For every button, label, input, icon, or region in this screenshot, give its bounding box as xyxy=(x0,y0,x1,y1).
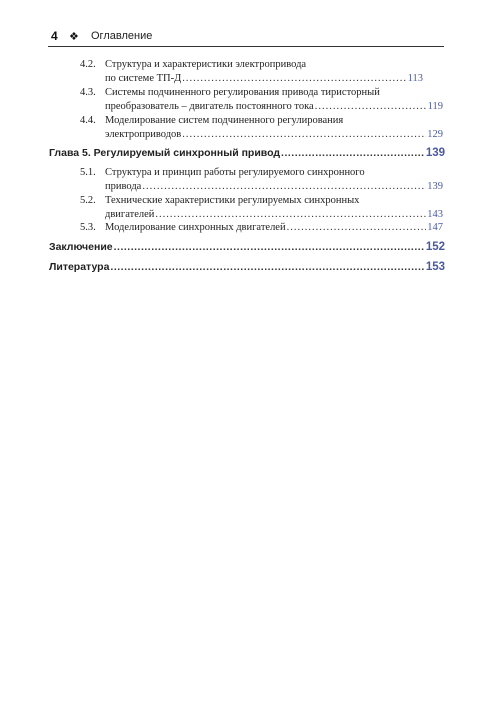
header-title: Оглавление xyxy=(91,30,153,42)
entry-title: Технические характеристики регулируемых синхронных xyxy=(105,195,360,206)
dot-leader xyxy=(281,147,425,159)
entry-title: Структура и принцип работы регулируемого синхронного xyxy=(105,167,365,178)
dot-leader xyxy=(155,208,426,222)
dot-leader xyxy=(182,72,406,86)
entry-title: Моделирование систем подчиненного регулирования xyxy=(105,115,344,126)
entry-title-cont: привода xyxy=(105,180,142,192)
entry-page: 119 xyxy=(427,100,443,112)
entry-title: Системы подчиненного регулирования привода тиристорный xyxy=(105,87,380,98)
toc-conclusion[interactable] xyxy=(49,241,445,253)
toc-entry-4-4[interactable] xyxy=(80,114,443,141)
dot-leader xyxy=(315,100,427,114)
entry-title: Структура и характеристики электропривода xyxy=(105,59,307,70)
chapter-page: 152 xyxy=(425,241,445,253)
page-number: 4 xyxy=(51,29,58,43)
dot-leader xyxy=(110,261,424,273)
entry-title-cont: по системе ТП-Д xyxy=(105,72,182,84)
entry-number: 5.3. xyxy=(80,222,96,233)
entry-number: 4.3. xyxy=(80,87,96,98)
entry-title: Моделирование синхронных двигателей xyxy=(105,222,286,233)
dot-leader xyxy=(182,128,426,142)
chapter-title: Глава 5. Регулируемый синхронный привод xyxy=(49,147,281,159)
dot-leader xyxy=(142,180,426,194)
dot-leader xyxy=(114,241,425,253)
dot-leader xyxy=(287,221,427,235)
toc-entry-5-1[interactable] xyxy=(80,166,443,193)
toc-chapter-5[interactable] xyxy=(49,147,445,159)
entry-page: 147 xyxy=(427,222,443,233)
entry-page: 139 xyxy=(427,180,443,192)
entry-number: 4.4. xyxy=(80,115,96,126)
chapter-page: 153 xyxy=(425,261,445,273)
entry-title-cont: двигателей xyxy=(105,208,155,220)
entry-number: 4.2. xyxy=(80,59,96,70)
toc-entry-4-3[interactable] xyxy=(80,86,443,113)
toc-entry-5-3[interactable] xyxy=(80,221,443,235)
entry-page: 143 xyxy=(427,208,443,220)
toc-entry-4-2[interactable] xyxy=(80,58,423,85)
entry-title-cont: преобразователь – двигатель постоянного тока xyxy=(105,100,314,112)
chapter-title: Литература xyxy=(49,261,110,273)
entry-page: 129 xyxy=(427,128,443,140)
entry-number: 5.2. xyxy=(80,195,96,206)
ornament-icon: ❖ xyxy=(69,30,79,43)
chapter-title: Заключение xyxy=(49,241,113,253)
entry-page: 113 xyxy=(407,72,423,84)
entry-title-cont: электроприводов xyxy=(105,128,182,140)
toc-references[interactable] xyxy=(49,261,445,273)
toc-entry-5-2[interactable] xyxy=(80,194,443,221)
chapter-page: 139 xyxy=(425,147,445,159)
entry-number: 5.1. xyxy=(80,167,96,178)
